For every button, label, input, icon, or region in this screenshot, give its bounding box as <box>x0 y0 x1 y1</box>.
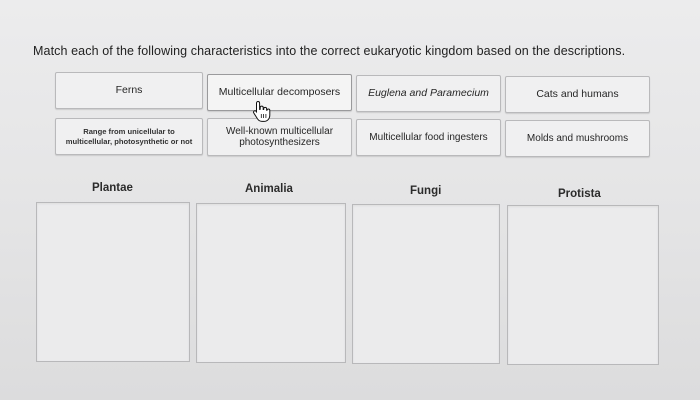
chip-label: Euglena and Paramecium <box>368 87 489 100</box>
chip-molds-mushrooms[interactable] <box>505 120 650 157</box>
chip-label: Molds and mushrooms <box>526 132 629 144</box>
chip-label: Multicellular decomposers <box>218 86 341 99</box>
drop-zone-plantae[interactable] <box>36 202 190 362</box>
chip-label: Multicellular food ingesters <box>369 131 488 143</box>
chip-label: Ferns <box>115 84 143 97</box>
instructions-text: Match each of the following characteristics into the correct eukaryotic kingdom based on the descriptions. <box>33 44 626 58</box>
chip-cats-humans[interactable] <box>505 76 650 113</box>
chip-multicellular-decomposers[interactable] <box>207 74 352 111</box>
drop-zone-protista[interactable] <box>507 205 659 365</box>
chip-ferns[interactable] <box>55 72 203 109</box>
chip-label: Range from unicellular to multicellular, photosynthetic or not <box>65 127 193 146</box>
chip-multicellular-food-ingesters[interactable] <box>356 119 501 156</box>
zone-label-protista: Protista <box>558 188 601 200</box>
chip-range-unicellular[interactable] <box>55 118 203 155</box>
hand-pointer-icon <box>251 100 271 122</box>
zone-label-fungi: Fungi <box>410 185 442 197</box>
zone-label-animalia: Animalia <box>245 183 293 195</box>
zone-label-plantae: Plantae <box>92 182 133 194</box>
drop-zone-fungi[interactable] <box>352 204 500 364</box>
chip-well-known-photosynthesizers[interactable] <box>207 118 352 156</box>
chip-euglena-paramecium[interactable] <box>356 75 501 112</box>
chip-label: Cats and humans <box>536 88 619 101</box>
drop-zone-animalia[interactable] <box>196 203 346 363</box>
chip-label: Well-known multicellular photosynthesizers <box>225 125 334 148</box>
